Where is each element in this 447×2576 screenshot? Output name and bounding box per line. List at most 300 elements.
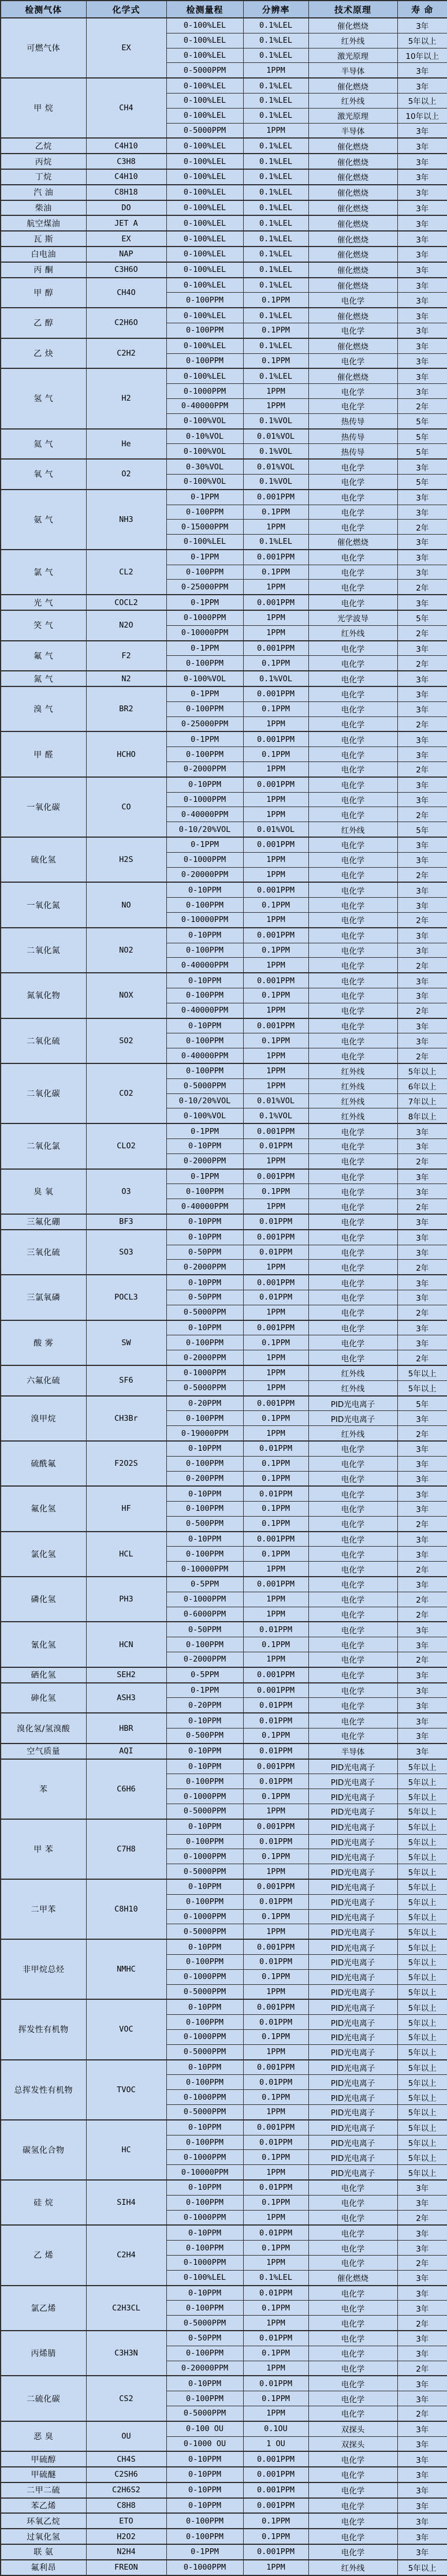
lifespan-cell: 2年 bbox=[397, 762, 447, 777]
gas-name-cell: 白电油 bbox=[1, 247, 86, 262]
formula-cell: HCHO bbox=[86, 731, 166, 776]
range-cell: 0-10PPM bbox=[166, 2376, 243, 2391]
lifespan-cell: 2年 bbox=[397, 1426, 447, 1441]
resolution-cell: 1PPM bbox=[243, 2165, 308, 2180]
table-row bbox=[1, 550, 447, 565]
table-row bbox=[1, 429, 447, 444]
formula-cell: H2O2 bbox=[86, 2529, 166, 2544]
table-row bbox=[1, 1230, 447, 1245]
table-row bbox=[1, 368, 447, 383]
range-cell: 0-100PPM bbox=[166, 2529, 243, 2544]
range-cell: 0-10PPM bbox=[166, 1879, 243, 1894]
resolution-cell: 0.001PPM bbox=[243, 1667, 308, 1683]
range-cell: 0-10PPM bbox=[166, 1999, 243, 2014]
resolution-cell: 0.001PPM bbox=[243, 2498, 308, 2514]
lifespan-cell: 5年以上 bbox=[397, 1365, 447, 1380]
resolution-cell: 1PPM bbox=[243, 2316, 308, 2331]
principle-cell: 电化学 bbox=[308, 1698, 397, 1713]
table-row bbox=[1, 1879, 447, 1894]
lifespan-cell: 2年 bbox=[397, 807, 447, 822]
lifespan-cell: 5年 bbox=[397, 610, 447, 625]
principle-cell: 电化学 bbox=[308, 852, 397, 867]
gas-name-cell: 乙 烯 bbox=[1, 2225, 86, 2285]
resolution-cell: 0.1%LEL bbox=[243, 247, 308, 262]
range-cell: 0-50PPM bbox=[166, 1245, 243, 1260]
range-cell: 0-15000PPM bbox=[166, 520, 243, 535]
table-row bbox=[1, 595, 447, 610]
lifespan-cell: 3年 bbox=[397, 138, 447, 154]
gas-name-cell: 氢 气 bbox=[1, 368, 86, 428]
principle-cell: PID光电离子 bbox=[308, 1969, 397, 1984]
lifespan-cell: 3年 bbox=[397, 1744, 447, 1759]
range-cell: 0-100PPM bbox=[166, 1502, 243, 1517]
range-cell: 0-10PPM bbox=[166, 2286, 243, 2301]
resolution-cell: 0.001PPM bbox=[243, 1532, 308, 1547]
resolution-cell: 0.01%VOL bbox=[243, 1093, 308, 1108]
range-cell: 0-10PPM bbox=[166, 2060, 243, 2075]
gas-name-cell: 氟化氢 bbox=[1, 1486, 86, 1531]
gas-name-cell: 三氧化硫 bbox=[1, 1230, 86, 1275]
lifespan-cell: 5年以上 bbox=[397, 2029, 447, 2044]
lifespan-cell: 2年 bbox=[397, 520, 447, 535]
col-header-range: 检测量程 bbox=[166, 1, 243, 18]
lifespan-cell: 3年 bbox=[397, 1441, 447, 1456]
lifespan-cell: 3年 bbox=[397, 78, 447, 93]
gas-name-cell: 二甲苯 bbox=[1, 1879, 86, 1939]
formula-cell: F2 bbox=[86, 641, 166, 671]
lifespan-cell: 3年 bbox=[397, 882, 447, 897]
principle-cell: 电化学 bbox=[308, 837, 397, 852]
range-cell: 0-10000PPM bbox=[166, 1562, 243, 1577]
lifespan-cell: 2年 bbox=[397, 1305, 447, 1320]
principle-cell: 电化学 bbox=[308, 293, 397, 308]
lifespan-cell: 3年 bbox=[397, 1138, 447, 1153]
resolution-cell: 0.001PPM bbox=[243, 1230, 308, 1245]
resolution-cell: 0.1PPM bbox=[243, 2346, 308, 2361]
range-cell: 0-10/20%VOL bbox=[166, 1093, 243, 1108]
table-row bbox=[1, 973, 447, 988]
principle-cell: PID光电离子 bbox=[308, 1984, 397, 1999]
range-cell: 0-100%LEL bbox=[166, 231, 243, 247]
range-cell: 0-1000PPM bbox=[166, 1969, 243, 1984]
resolution-cell: 0.01PPM bbox=[243, 2225, 308, 2240]
resolution-cell: 1PPM bbox=[243, 762, 308, 777]
resolution-cell: 0.1PPM bbox=[243, 2513, 308, 2529]
principle-cell: PID光电离子 bbox=[308, 1864, 397, 1879]
resolution-cell: 0.001PPM bbox=[243, 973, 308, 988]
resolution-cell: 1PPM bbox=[243, 1350, 308, 1365]
principle-cell: 电化学 bbox=[308, 2316, 397, 2331]
lifespan-cell: 3年 bbox=[397, 2241, 447, 2256]
lifespan-cell: 3年 bbox=[397, 2301, 447, 2316]
principle-cell: 电化学 bbox=[308, 943, 397, 958]
lifespan-cell: 3年 bbox=[397, 308, 447, 323]
principle-cell: 电化学 bbox=[308, 2225, 397, 2240]
resolution-cell: 1PPM bbox=[243, 1153, 308, 1168]
gas-name-cell: 溴 气 bbox=[1, 686, 86, 731]
resolution-cell: 1PPM bbox=[243, 913, 308, 928]
resolution-cell: 0.1PPM bbox=[243, 898, 308, 913]
resolution-cell: 1PPM bbox=[243, 716, 308, 731]
principle-cell: 电化学 bbox=[308, 1199, 397, 1214]
range-cell: 0-100PPM bbox=[166, 1063, 243, 1078]
lifespan-cell: 5年以上 bbox=[397, 2150, 447, 2165]
range-cell: 0-100%VOL bbox=[166, 474, 243, 489]
range-cell: 0-10PPM bbox=[166, 2451, 243, 2467]
resolution-cell: 0.01%VOL bbox=[243, 459, 308, 474]
resolution-cell: 0.1%VOL bbox=[243, 444, 308, 459]
resolution-cell: 0.1%LEL bbox=[243, 200, 308, 216]
range-cell: 0-20000PPM bbox=[166, 2361, 243, 2376]
principle-cell: 电化学 bbox=[308, 1562, 397, 1577]
gas-name-cell: 硫化氢 bbox=[1, 837, 86, 882]
resolution-cell: 0.1%LEL bbox=[243, 78, 308, 93]
col-header-gas: 检测气体 bbox=[1, 1, 86, 18]
lifespan-cell: 3年 bbox=[397, 63, 447, 78]
lifespan-cell: 3年 bbox=[397, 2376, 447, 2391]
resolution-cell: 0.1%LEL bbox=[243, 368, 308, 383]
lifespan-cell: 3年 bbox=[397, 231, 447, 247]
formula-cell: NMHC bbox=[86, 1939, 166, 1999]
lifespan-cell: 2年 bbox=[397, 958, 447, 973]
gas-name-cell: 氯乙烯 bbox=[1, 2286, 86, 2331]
lifespan-cell: 5年 bbox=[397, 822, 447, 837]
gas-name-cell: 二硫化碳 bbox=[1, 2376, 86, 2421]
principle-cell: PID光电离子 bbox=[308, 1924, 397, 1939]
range-cell: 0-100PPM bbox=[166, 747, 243, 762]
resolution-cell: 0.1PPM bbox=[243, 2029, 308, 2044]
lifespan-cell: 3年 bbox=[397, 2436, 447, 2451]
lifespan-cell: 5年 bbox=[397, 1396, 447, 1411]
lifespan-cell: 5年以上 bbox=[397, 2075, 447, 2090]
principle-cell: 电化学 bbox=[308, 2467, 397, 2482]
resolution-cell: 0.01PPM bbox=[243, 1744, 308, 1759]
gas-name-cell: 甲 醛 bbox=[1, 731, 86, 776]
range-cell: 0-1000PPM bbox=[166, 1365, 243, 1380]
table-row bbox=[1, 78, 447, 93]
table-row bbox=[1, 1999, 447, 2014]
principle-cell: 红外线 bbox=[308, 1426, 397, 1441]
formula-cell: C2H6O bbox=[86, 308, 166, 338]
formula-cell: C2SH6 bbox=[86, 2467, 166, 2482]
principle-cell: 电化学 bbox=[308, 2286, 397, 2301]
resolution-cell: 0.1%LEL bbox=[243, 262, 308, 278]
principle-cell: 电化学 bbox=[308, 2301, 397, 2316]
range-cell: 0-40000PPM bbox=[166, 1003, 243, 1018]
range-cell: 0-10000PPM bbox=[166, 2165, 243, 2180]
lifespan-cell: 5年以上 bbox=[397, 2015, 447, 2030]
resolution-cell: 1PPM bbox=[243, 1305, 308, 1320]
gas-name-cell: 氨 气 bbox=[1, 490, 86, 550]
formula-cell: C2H4 bbox=[86, 2225, 166, 2285]
lifespan-cell: 5年以上 bbox=[397, 2090, 447, 2105]
resolution-cell: 1PPM bbox=[243, 2406, 308, 2421]
resolution-cell: 0.001PPM bbox=[243, 1819, 308, 1834]
formula-cell: SF6 bbox=[86, 1365, 166, 1396]
formula-cell: N2O bbox=[86, 610, 166, 641]
resolution-cell: 0.001PPM bbox=[243, 1759, 308, 1774]
resolution-cell: 0.01PPM bbox=[243, 1894, 308, 1909]
gas-name-cell: 溴甲烷 bbox=[1, 1396, 86, 1441]
resolution-cell: 0.001PPM bbox=[243, 731, 308, 746]
range-cell: 0-100%VOL bbox=[166, 1108, 243, 1123]
lifespan-cell: 3年 bbox=[397, 1184, 447, 1199]
table-row bbox=[1, 2180, 447, 2195]
range-cell: 0-10PPM bbox=[166, 1138, 243, 1153]
formula-cell: EX bbox=[86, 231, 166, 247]
gas-name-cell: 氮氧化物 bbox=[1, 973, 86, 1018]
formula-cell: BF3 bbox=[86, 1214, 166, 1230]
principle-cell: 半导体 bbox=[308, 1744, 397, 1759]
range-cell: 0-5000PPM bbox=[166, 2316, 243, 2331]
formula-cell: CO bbox=[86, 777, 166, 837]
table-row bbox=[1, 1577, 447, 1592]
range-cell: 0-10PPM bbox=[166, 1018, 243, 1033]
lifespan-cell: 3年 bbox=[397, 1683, 447, 1698]
lifespan-cell: 3年 bbox=[397, 459, 447, 474]
resolution-cell: 0.1%VOL bbox=[243, 671, 308, 686]
range-cell: 0-100%LEL bbox=[166, 78, 243, 93]
principle-cell: 电化学 bbox=[308, 490, 397, 505]
lifespan-cell: 3年 bbox=[397, 154, 447, 169]
resolution-cell: 0.001PPM bbox=[243, 1320, 308, 1335]
principle-cell: 电化学 bbox=[308, 565, 397, 580]
resolution-cell: 1PPM bbox=[243, 63, 308, 78]
gas-name-cell: 苯 bbox=[1, 1759, 86, 1819]
resolution-cell: 0.1PPM bbox=[243, 353, 308, 368]
range-cell: 0-1000PPM bbox=[166, 1849, 243, 1864]
resolution-cell: 0.01PPM bbox=[243, 1955, 308, 1970]
resolution-cell: 0.001PPM bbox=[243, 550, 308, 565]
lifespan-cell: 3年 bbox=[397, 1486, 447, 1501]
table-row bbox=[1, 671, 447, 686]
resolution-cell: 1PPM bbox=[243, 1048, 308, 1063]
gas-name-cell: 一氧化碳 bbox=[1, 777, 86, 837]
principle-cell: 催化燃烧 bbox=[308, 18, 397, 33]
gas-name-cell: 氦 气 bbox=[1, 429, 86, 460]
gas-name-cell: 过氧化氢 bbox=[1, 2529, 86, 2544]
range-cell: 0-5000PPM bbox=[166, 1380, 243, 1395]
principle-cell: 红外线 bbox=[308, 1380, 397, 1395]
range-cell: 0-10PPM bbox=[166, 1214, 243, 1230]
range-cell: 0-100PPM bbox=[166, 1033, 243, 1048]
formula-cell: NAP bbox=[86, 247, 166, 262]
resolution-cell: 0.01%VOL bbox=[243, 822, 308, 837]
table-row bbox=[1, 2513, 447, 2529]
range-cell: 0-100%LEL bbox=[166, 169, 243, 185]
principle-cell: 电化学 bbox=[308, 1245, 397, 1260]
resolution-cell: 1PPM bbox=[243, 1365, 308, 1380]
range-cell: 0-100%LEL bbox=[166, 18, 243, 33]
range-cell: 0-5PPM bbox=[166, 1667, 243, 1683]
range-cell: 0-10PPM bbox=[166, 1486, 243, 1501]
range-cell: 0-100%LEL bbox=[166, 154, 243, 169]
resolution-cell: 1PPM bbox=[243, 1864, 308, 1879]
resolution-cell: 0.1%LEL bbox=[243, 535, 308, 550]
resolution-cell: 0.1PPM bbox=[243, 1033, 308, 1048]
principle-cell: PID光电离子 bbox=[308, 1789, 397, 1804]
formula-cell: DO bbox=[86, 200, 166, 216]
lifespan-cell: 5年 bbox=[397, 444, 447, 459]
resolution-cell: 1PPM bbox=[243, 1199, 308, 1214]
table-row bbox=[1, 1486, 447, 1501]
resolution-cell: 0.001PPM bbox=[243, 2482, 308, 2498]
formula-cell: C3H3N bbox=[86, 2331, 166, 2376]
principle-cell: PID光电离子 bbox=[308, 1999, 397, 2014]
principle-cell: 红外线 bbox=[308, 1093, 397, 1108]
range-cell: 0-10PPM bbox=[166, 777, 243, 792]
principle-cell: 电化学 bbox=[308, 2180, 397, 2195]
principle-cell: 电化学 bbox=[308, 1214, 397, 1230]
formula-cell: CL2 bbox=[86, 550, 166, 595]
lifespan-cell: 5年以上 bbox=[397, 2104, 447, 2119]
range-cell: 0-100PPM bbox=[166, 565, 243, 580]
principle-cell: 红外线 bbox=[308, 33, 397, 48]
resolution-cell: 1PPM bbox=[243, 1984, 308, 1999]
range-cell: 0-1PPM bbox=[166, 1169, 243, 1184]
gas-name-cell: 甲 烷 bbox=[1, 78, 86, 138]
table-row bbox=[1, 928, 447, 943]
col-header-principle: 技术原理 bbox=[308, 1, 397, 18]
formula-cell: CLO2 bbox=[86, 1123, 166, 1168]
gas-name-cell: 恶 臭 bbox=[1, 2421, 86, 2452]
range-cell: 0-100%LEL bbox=[166, 262, 243, 278]
formula-cell: OU bbox=[86, 2421, 166, 2452]
principle-cell: 催化燃烧 bbox=[308, 78, 397, 93]
range-cell: 0-10PPM bbox=[166, 1744, 243, 1759]
resolution-cell: 0.1PPM bbox=[243, 2150, 308, 2165]
range-cell: 0-10PPM bbox=[166, 1230, 243, 1245]
lifespan-cell: 3年 bbox=[397, 2270, 447, 2285]
table-row bbox=[1, 2331, 447, 2346]
principle-cell: 催化燃烧 bbox=[308, 154, 397, 169]
resolution-cell: 1PPM bbox=[243, 792, 308, 807]
table-row bbox=[1, 138, 447, 154]
lifespan-cell: 3年 bbox=[397, 1033, 447, 1048]
table-row bbox=[1, 215, 447, 231]
resolution-cell: 0.1PPM bbox=[243, 323, 308, 338]
range-cell: 0-100PPM bbox=[166, 2513, 243, 2529]
principle-cell: PID光电离子 bbox=[308, 1804, 397, 1819]
principle-cell: PID光电离子 bbox=[308, 2044, 397, 2059]
lifespan-cell: 3年 bbox=[397, 323, 447, 338]
formula-cell: TVOC bbox=[86, 2060, 166, 2120]
resolution-cell: 0.1PPM bbox=[243, 1184, 308, 1199]
principle-cell: 电化学 bbox=[308, 641, 397, 656]
resolution-cell: 0.01PPM bbox=[243, 1138, 308, 1153]
resolution-cell: 0.1PPM bbox=[243, 747, 308, 762]
gas-name-cell: 酸 雾 bbox=[1, 1320, 86, 1365]
formula-cell: NO2 bbox=[86, 928, 166, 973]
formula-cell: CH4S bbox=[86, 2451, 166, 2467]
range-cell: 0-100PPM bbox=[166, 2135, 243, 2150]
range-cell: 0-5000PPM bbox=[166, 1305, 243, 1320]
formula-cell: C3H8 bbox=[86, 154, 166, 169]
principle-cell: 电化学 bbox=[308, 747, 397, 762]
resolution-cell: 0.001PPM bbox=[243, 1169, 308, 1184]
range-cell: 0-100PPM bbox=[166, 1456, 243, 1471]
lifespan-cell: 2年 bbox=[397, 1516, 447, 1531]
principle-cell: 电化学 bbox=[308, 958, 397, 973]
principle-cell: 热传导 bbox=[308, 444, 397, 459]
table-row bbox=[1, 731, 447, 746]
range-cell: 0-100PPM bbox=[166, 1411, 243, 1426]
gas-name-cell: 挥发性有机物 bbox=[1, 1999, 86, 2059]
table-row bbox=[1, 1320, 447, 1335]
resolution-cell: 1PPM bbox=[243, 2210, 308, 2225]
gas-name-cell: 总挥发性有机物 bbox=[1, 2060, 86, 2120]
lifespan-cell: 3年 bbox=[397, 1471, 447, 1486]
resolution-cell: 0.1%LEL bbox=[243, 108, 308, 123]
lifespan-cell: 3年 bbox=[397, 505, 447, 520]
principle-cell: 电化学 bbox=[308, 474, 397, 489]
range-cell: 0-10PPM bbox=[166, 2225, 243, 2240]
range-cell: 0-100PPM bbox=[166, 1774, 243, 1789]
lifespan-cell: 3年 bbox=[397, 852, 447, 867]
gas-name-cell: 二氧化氮 bbox=[1, 928, 86, 973]
range-cell: 0-10PPM bbox=[166, 2180, 243, 2195]
resolution-cell: 0.01PPM bbox=[243, 2331, 308, 2346]
table-row bbox=[1, 1759, 447, 1774]
resolution-cell: 0.01PPM bbox=[243, 1245, 308, 1260]
range-cell: 0-50PPM bbox=[166, 2331, 243, 2346]
lifespan-cell: 5年以上 bbox=[397, 1879, 447, 1894]
range-cell: 0-100%LEL bbox=[166, 108, 243, 123]
principle-cell: PID光电离子 bbox=[308, 1909, 397, 1924]
range-cell: 0-100PPM bbox=[166, 1637, 243, 1652]
resolution-cell: 0.001PPM bbox=[243, 1396, 308, 1411]
resolution-cell: 0.1%LEL bbox=[243, 154, 308, 169]
principle-cell: 热传导 bbox=[308, 429, 397, 444]
range-cell: 0-2000PPM bbox=[166, 1350, 243, 1365]
table-row bbox=[1, 1532, 447, 1547]
lifespan-cell: 3年 bbox=[397, 2513, 447, 2529]
resolution-cell: 0.01PPM bbox=[243, 1441, 308, 1456]
lifespan-cell: 5年以上 bbox=[397, 1849, 447, 1864]
range-cell: 0-10PPM bbox=[166, 1939, 243, 1954]
resolution-cell: 1PPM bbox=[243, 1924, 308, 1939]
lifespan-cell: 3年 bbox=[397, 18, 447, 33]
lifespan-cell: 2年 bbox=[397, 1199, 447, 1214]
lifespan-cell: 10年以上 bbox=[397, 48, 447, 63]
principle-cell: 电化学 bbox=[308, 1607, 397, 1622]
resolution-cell: 0.001PPM bbox=[243, 686, 308, 701]
resolution-cell: 0.001PPM bbox=[243, 777, 308, 792]
principle-cell: 催化燃烧 bbox=[308, 338, 397, 353]
formula-cell: COCL2 bbox=[86, 595, 166, 610]
principle-cell: PID光电离子 bbox=[308, 2015, 397, 2030]
resolution-cell: 0.1PPM bbox=[243, 1637, 308, 1652]
principle-cell: PID光电离子 bbox=[308, 1759, 397, 1774]
table-row bbox=[1, 247, 447, 262]
range-cell: 0-10PPM bbox=[166, 1819, 243, 1834]
gas-name-cell: 非甲烷总烃 bbox=[1, 1939, 86, 1999]
principle-cell: 电化学 bbox=[308, 2195, 397, 2210]
gas-name-cell: 砷化氢 bbox=[1, 1683, 86, 1713]
resolution-cell: 0.01PPM bbox=[243, 2376, 308, 2391]
resolution-cell: 1PPM bbox=[243, 2361, 308, 2376]
principle-cell: PID光电离子 bbox=[308, 1774, 397, 1789]
range-cell: 0-6000PPM bbox=[166, 1607, 243, 1622]
lifespan-cell: 3年 bbox=[397, 898, 447, 913]
gas-name-cell: 一氧化氮 bbox=[1, 882, 86, 927]
range-cell: 0-100%LEL bbox=[166, 535, 243, 550]
table-row bbox=[1, 882, 447, 897]
range-cell: 0-10PPM bbox=[166, 1441, 243, 1456]
principle-cell: 电化学 bbox=[308, 580, 397, 595]
principle-cell: PID光电离子 bbox=[308, 2075, 397, 2090]
resolution-cell: 0.001PPM bbox=[243, 490, 308, 505]
